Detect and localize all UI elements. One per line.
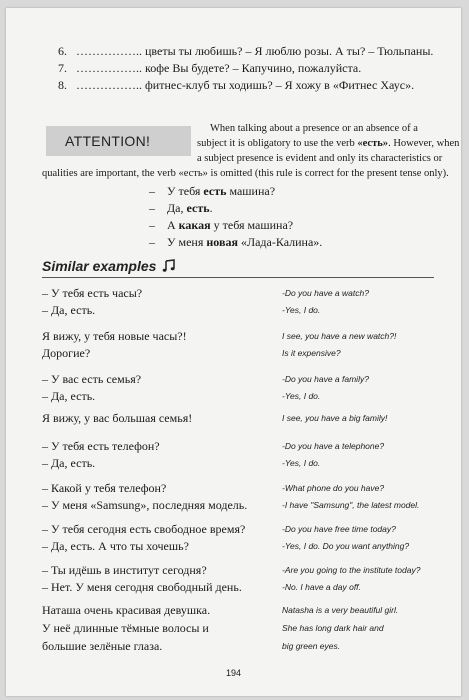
example-en: -Are you going to the institute today? [282,565,421,575]
example-ru: большие зелёные глаза. [42,639,163,653]
example-en: -Yes, I do. [282,458,321,468]
dash-example-2: – Да, есть. [149,201,213,215]
example-ru: – Да, есть. [42,303,96,317]
example-en: -Do you have a telephone? [282,441,385,451]
example-ru: – У тебя сегодня есть свободное время? [42,522,246,536]
item-8-text: …………….. фитнес-клуб ты ходишь? – Я хожу в «Фитнес Хаус». [76,78,415,92]
example-en: Is it expensive? [282,348,341,358]
similar-examples-title: Similar examples [42,258,176,274]
example-en: -Do you have free time today? [282,524,396,534]
item-6-text: …………….. цветы ты любишь? – Я люблю розы. А ты? – Тюльпаны. [76,44,434,58]
document-page [6,8,461,696]
item-8-number: 8. [58,78,67,92]
attention-line-2: subject it is obligatory to use the verb «есть». However, when [197,138,460,149]
example-en: I see, you have a new watch?! [282,331,397,341]
dash-example-3: – А какая у тебя машина? [149,218,294,232]
example-ru: – Да, есть. [42,456,96,470]
example-en: -I have "Samsung", the latest model. [282,500,420,510]
example-ru: – Да, есть. [42,389,96,403]
item-6-number: 6. [58,44,67,58]
example-ru: – У вас есть семья? [42,372,142,386]
example-ru: Я вижу, у вас большая семья! [42,411,193,425]
example-en: -Yes, I do. [282,305,321,315]
example-en: -Do you have a family? [282,374,369,384]
music-note-icon[interactable] [162,259,176,273]
attention-line-4: qualities are important, the verb «есть» is omitted (this rule is correct for the present tense only). [42,168,449,179]
example-en: big green eyes. [282,641,341,651]
page-number: 194 [225,668,242,678]
example-en: Natasha is a very beautiful girl. [282,605,399,615]
example-ru: – У тебя есть часы? [42,286,143,300]
item-7-text: …………….. кофе Вы будете? – Капучино, пожалуйста. [76,61,362,75]
dash-example-1: – У тебя есть машина? [149,184,276,198]
item-7-number: 7. [58,61,67,75]
example-ru: Я вижу, у тебя новые часы?! [42,329,187,343]
attention-box [46,126,191,156]
example-ru: – У меня «Samsung», последняя модель. [42,498,248,512]
example-ru: – Да, есть. А что ты хочешь? [42,539,189,553]
example-en: -Yes, I do. [282,391,321,401]
example-en: -Yes, I do. Do you want anything? [282,541,410,551]
example-ru: – У тебя есть телефон? [42,439,160,453]
example-en: -Do you have a watch? [282,288,369,298]
example-ru: – Нет. У меня сегодня свободный день. [42,580,242,594]
example-ru: Дорогие? [42,346,91,360]
example-ru: Наташа очень красивая девушка. [42,603,211,617]
dash-example-4: – У меня новая «Лада-Калина». [149,235,323,249]
example-ru: У неё длинные тёмные волосы и [42,621,209,635]
example-en: -What phone do you have? [282,483,385,493]
attention-label: ATTENTION! [65,133,151,149]
similar-examples-divider [42,277,434,278]
example-ru: – Какой у тебя телефон? [42,481,167,495]
example-ru: – Ты идёшь в институт сегодня? [42,563,207,577]
example-en: She has long dark hair and [282,623,384,633]
example-en: -No. I have a day off. [282,582,361,592]
attention-line-1: When talking about a presence or an absence of a [210,123,418,134]
attention-line-3: a subject presence is evident and only its characteristics or [197,153,443,164]
example-en: I see, you have a big family! [282,413,388,423]
